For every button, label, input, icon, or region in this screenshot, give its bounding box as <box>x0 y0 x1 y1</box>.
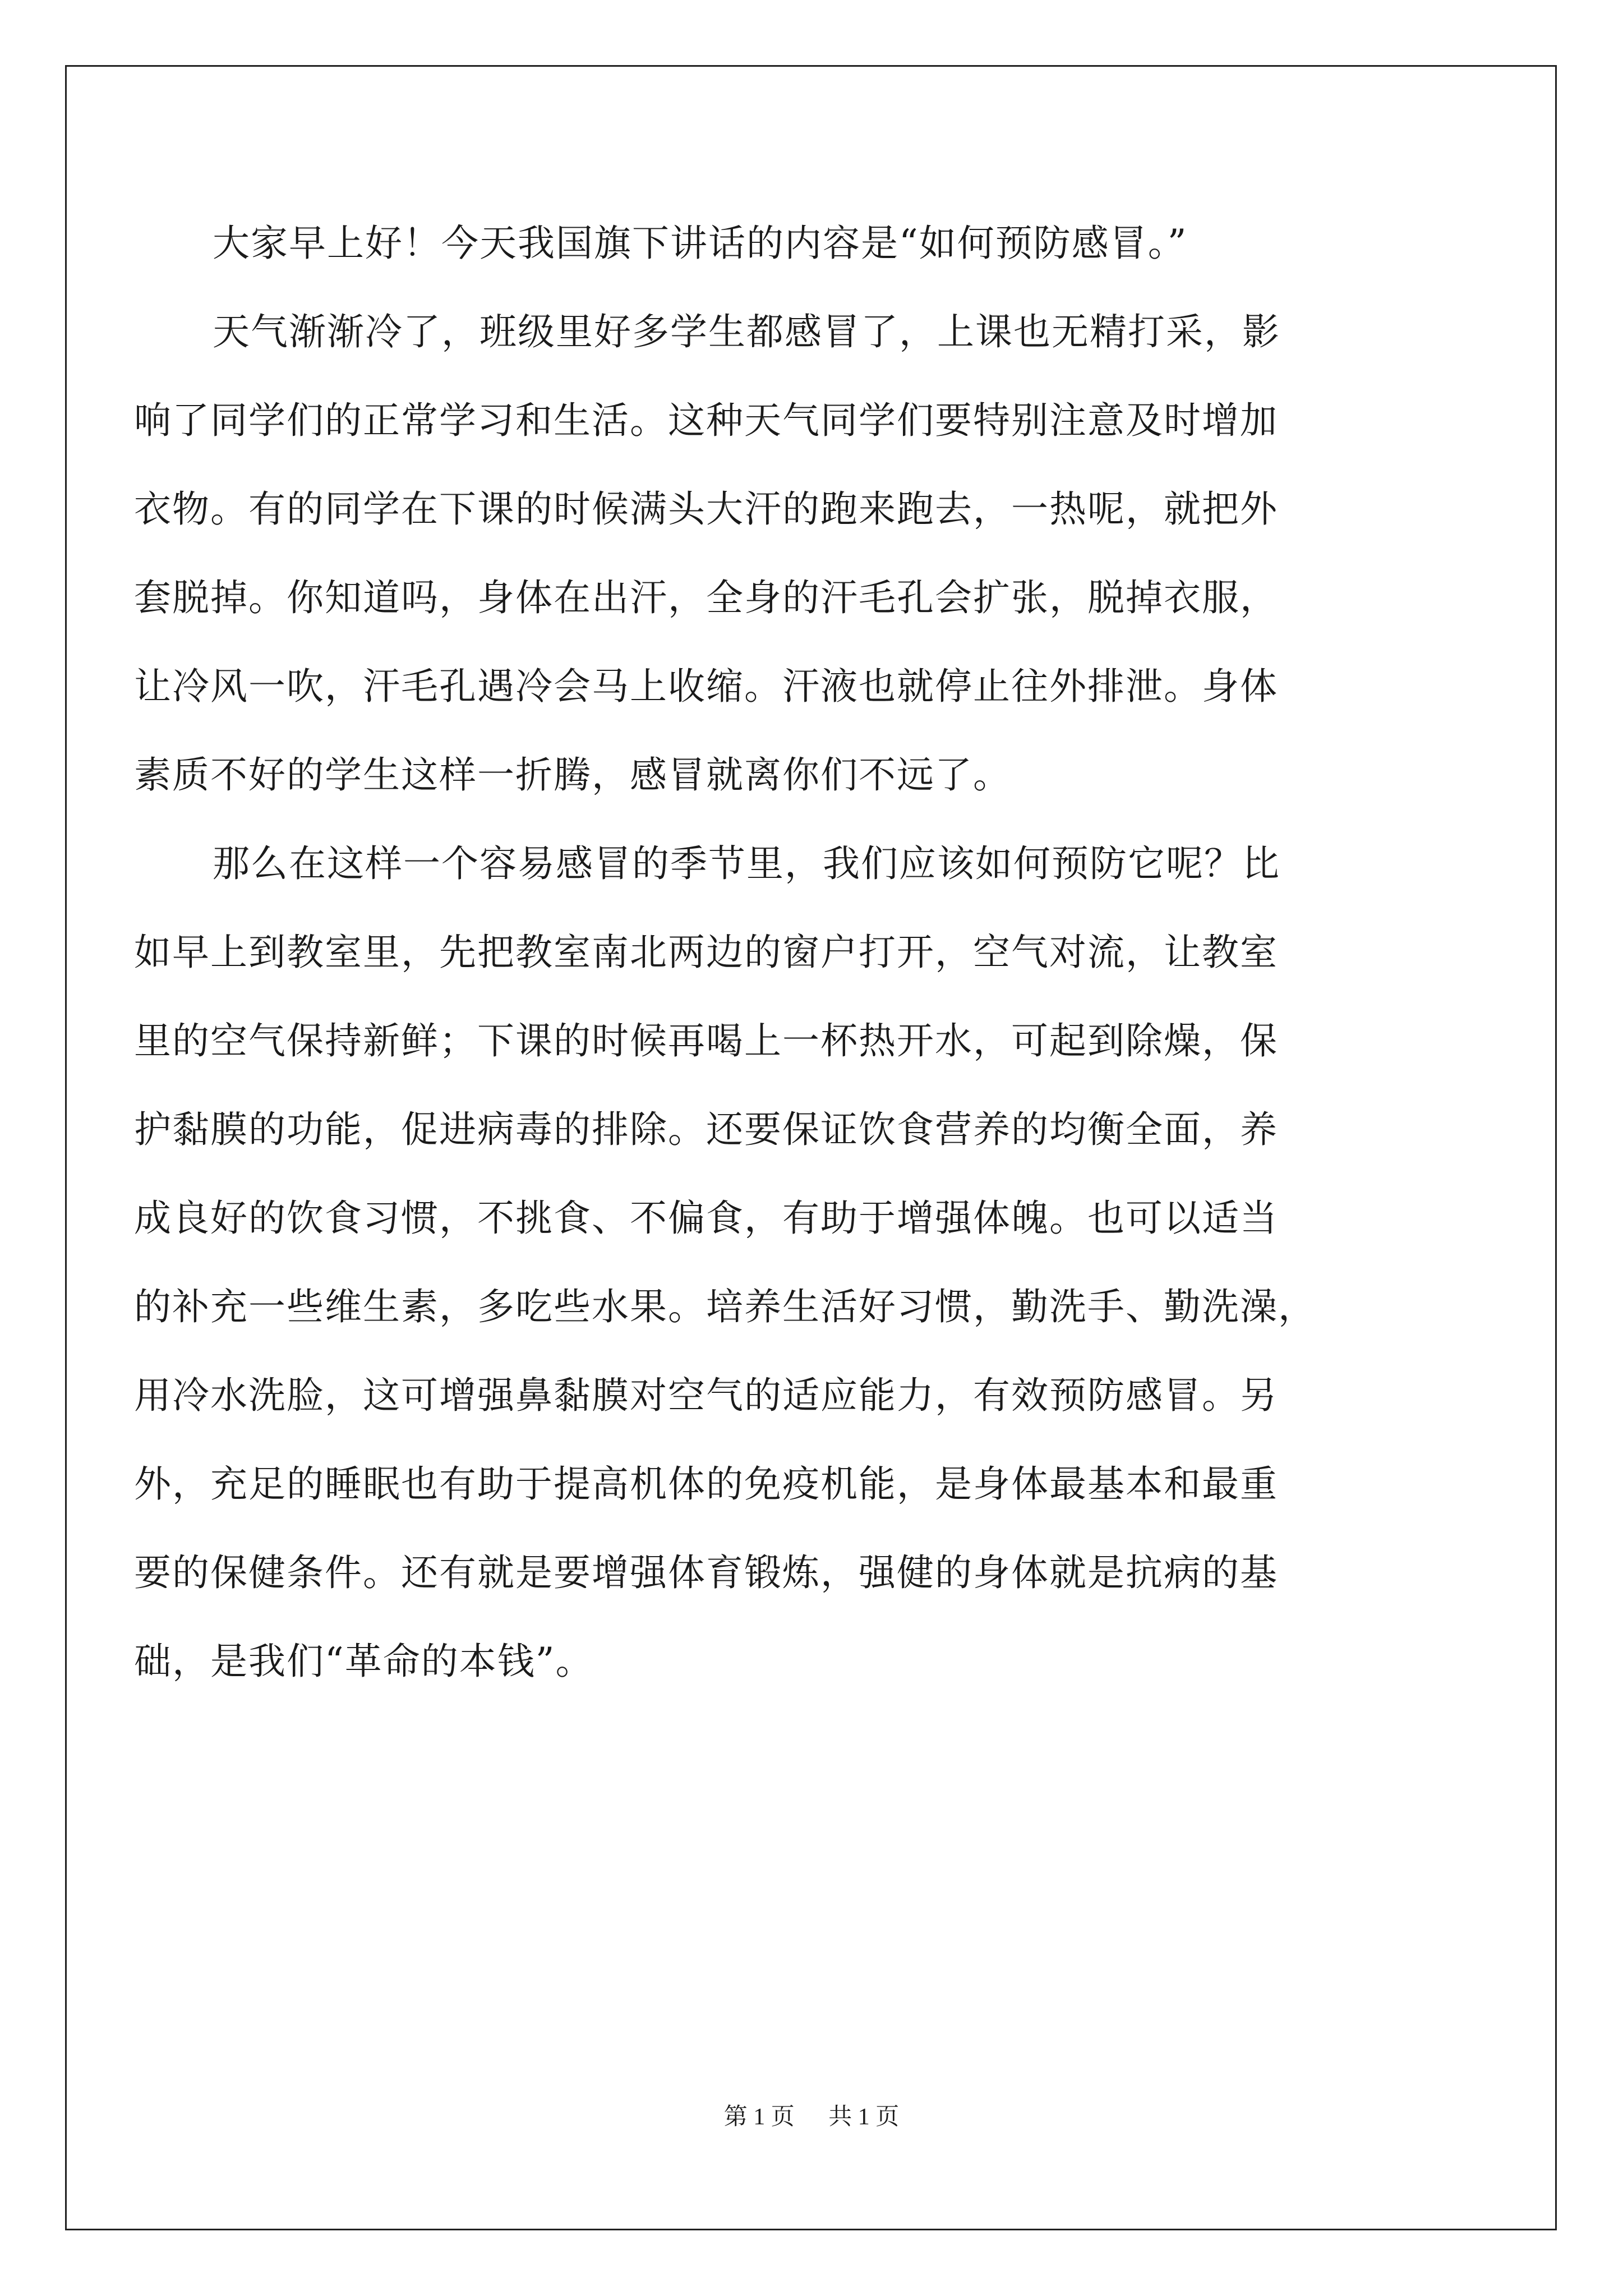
document-body <box>134 199 1446 1706</box>
text-line: 护黏膜的功能，促进病毒的排除。还要保证饮食营养的均衡全面，养 <box>134 1108 1278 1151</box>
text-line: 里的空气保持新鲜；下课的时候再喝上一杯热开水，可起到除燥，保 <box>134 1019 1278 1062</box>
text-line: 那么在这样一个容易感冒的季节里，我们应该如何预防它呢？比 <box>213 842 1280 885</box>
text-line: 让冷风一吹，汗毛孔遇冷会马上收缩。汗液也就停止往外排泄。身体 <box>134 665 1278 708</box>
text-line: 套脱掉。你知道吗，身体在出汗，全身的汗毛孔会扩张，脱掉衣服， <box>134 576 1278 619</box>
text-line: 础，是我们“革命的本钱”。 <box>134 1640 594 1683</box>
text-line: 的补充一些维生素，多吃些水果。培养生活好习惯，勤洗手、勤洗澡， <box>134 1285 1316 1328</box>
text-line: 要的保健条件。还有就是要增强体育锻炼，强健的身体就是抗病的基 <box>134 1551 1278 1594</box>
text-line: 如早上到教室里，先把教室南北两边的窗户打开，空气对流，让教室 <box>134 931 1278 974</box>
page-footer <box>0 2098 1623 2132</box>
text-line: 成良好的饮食习惯，不挑食、不偏食，有助于增强体魄。也可以适当 <box>134 1197 1278 1240</box>
text-line: 大家早上好！今天我国旗下讲话的内容是“如何预防感冒。” <box>213 222 1188 265</box>
page-number-current: 第 1 页 <box>723 2104 795 2130</box>
page-number-total: 共 1 页 <box>828 2104 900 2130</box>
text-line: 响了同学们的正常学习和生活。这种天气同学们要特别注意及时增加 <box>134 399 1278 442</box>
text-line: 衣物。有的同学在下课的时候满头大汗的跑来跑去，一热呢，就把外 <box>134 487 1278 531</box>
text-line: 天气渐渐冷了，班级里好多学生都感冒了，上课也无精打采，影 <box>213 310 1280 353</box>
text-line: 外，充足的睡眠也有助于提高机体的免疫机能，是身体最基本和最重 <box>134 1462 1278 1506</box>
text-line: 素质不好的学生这样一折腾，感冒就离你们不远了。 <box>134 753 1011 797</box>
text-line: 用冷水洗脸，这可增强鼻黏膜对空气的适应能力，有效预防感冒。另 <box>134 1374 1278 1417</box>
